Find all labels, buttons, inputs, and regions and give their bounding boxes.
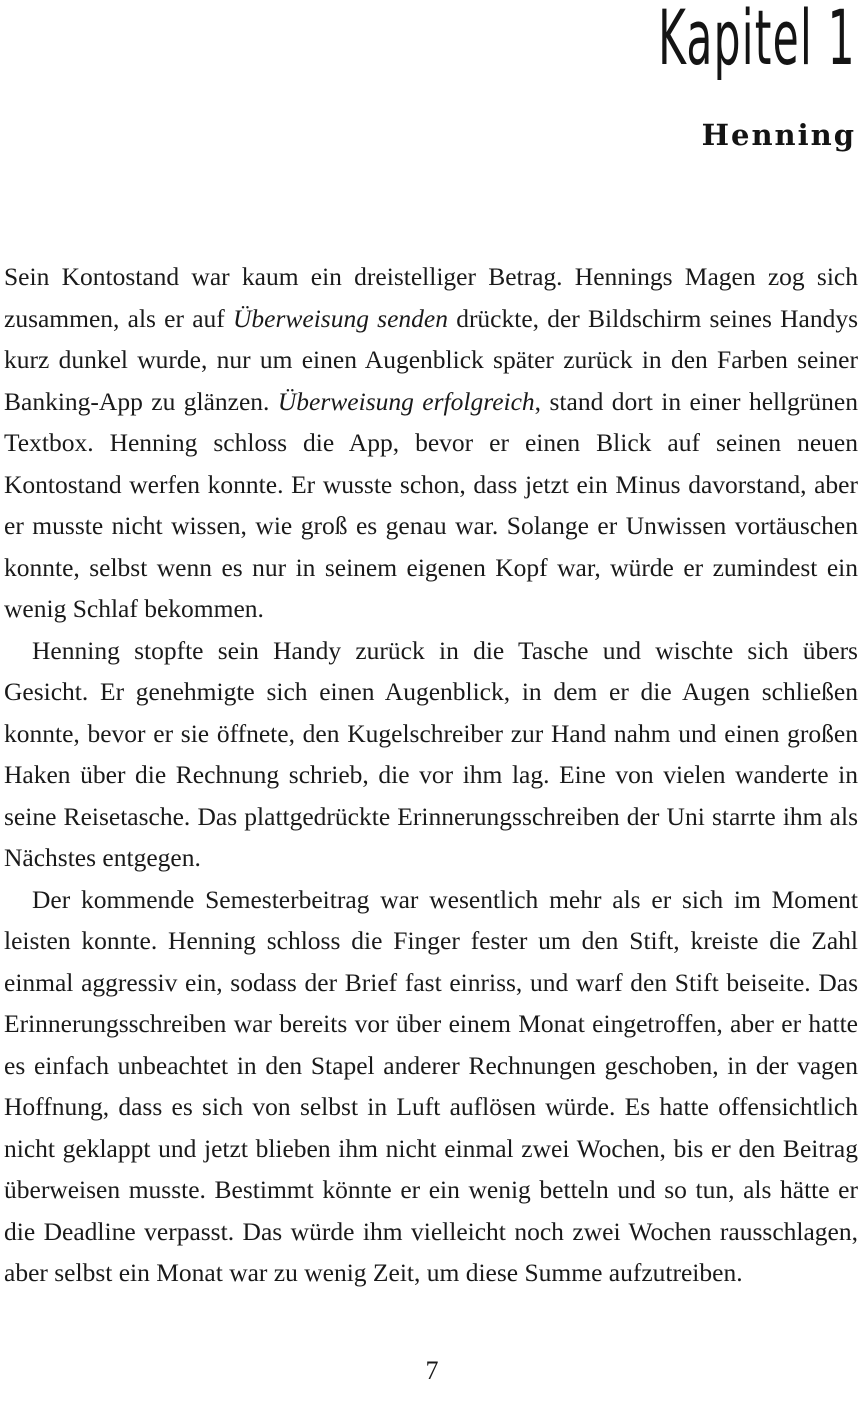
chapter-title: Kapitel 1 <box>658 0 856 82</box>
paragraph-1-text-b: drückte, der Bildschirm seines Handys kurz dunkel wurde, nur um einen Augenblick später zurück in den Farben seiner Banking-App zu glänzen. <box>4 303 858 416</box>
paragraph-1-text-a: Sein Kontostand war kaum ein dreistelliger Betrag. Hennings Magen zog sich zusammen, als er auf <box>4 262 858 333</box>
chapter-subtitle: Henning <box>701 118 856 152</box>
page-number: 7 <box>425 1356 439 1385</box>
emphasis-transfer-success: Überweisung erfolgreich <box>277 386 535 416</box>
paragraph-3: Der kommende Semesterbeitrag war wesentlich mehr als er sich im Moment leisten konnte. Henning schloss die Finger fester um den Stift, kreiste die Zahl einmal aggressiv ein, sodass der Brief fast einriss, und warf den Stift beiseite. Das Erinnerungsschreiben war bereits vor über einem Monat eingetroffen, aber er hatte es einfach unbeachtet in den Stapel anderer Rechnungen geschoben, in der vagen Hoffnung, dass es sich von selbst in Luft auflösen würde. Es hatte offensichtlich nicht geklappt und jetzt blieben ihm nicht einmal zwei Wochen, bis er den Beitrag überweisen musste. Bestimmt könnte er ein wenig betteln und so tun, als hätte er die Deadline verpasst. Das würde ihm vielleicht noch zwei Wochen rausschlagen, aber selbst ein Monat war zu wenig Zeit, um diese Summe aufzutreiben. <box>4 884 858 1287</box>
paragraph-1 <box>4 256 858 630</box>
body-text <box>4 256 858 1294</box>
emphasis-transfer-send: Überweisung senden <box>232 303 448 333</box>
paragraph-1-text-c: , stand dort in einer hellgrünen Textbox. Henning schloss die App, bevor er einen Blick auf seinen neuen Kontostand werfen konnte. Er wusste schon, dass jetzt ein Minus davorstand, aber er musste nicht wissen, wie groß es genau war. Solange er Unwissen vortäuschen konnte, selbst wenn es nur in seinem eigenen Kopf war, würde er zumindest ein wenig Schlaf bekommen. <box>4 386 858 623</box>
paragraph-2: Henning stopfte sein Handy zurück in die Tasche und wischte sich übers Gesicht. Er genehmigte sich einen Augenblick, in dem er die Augen schließen konnte, bevor er sie öffnete, den Kugelschreiber zur Hand nahm und einen großen Haken über die Rechnung schrieb, die vor ihm lag. Eine von vielen wanderte in seine Reisetasche. Das plattgedrückte Erinnerungsschreiben der Uni starrte ihm als Nächstes entgegen. <box>4 635 858 872</box>
